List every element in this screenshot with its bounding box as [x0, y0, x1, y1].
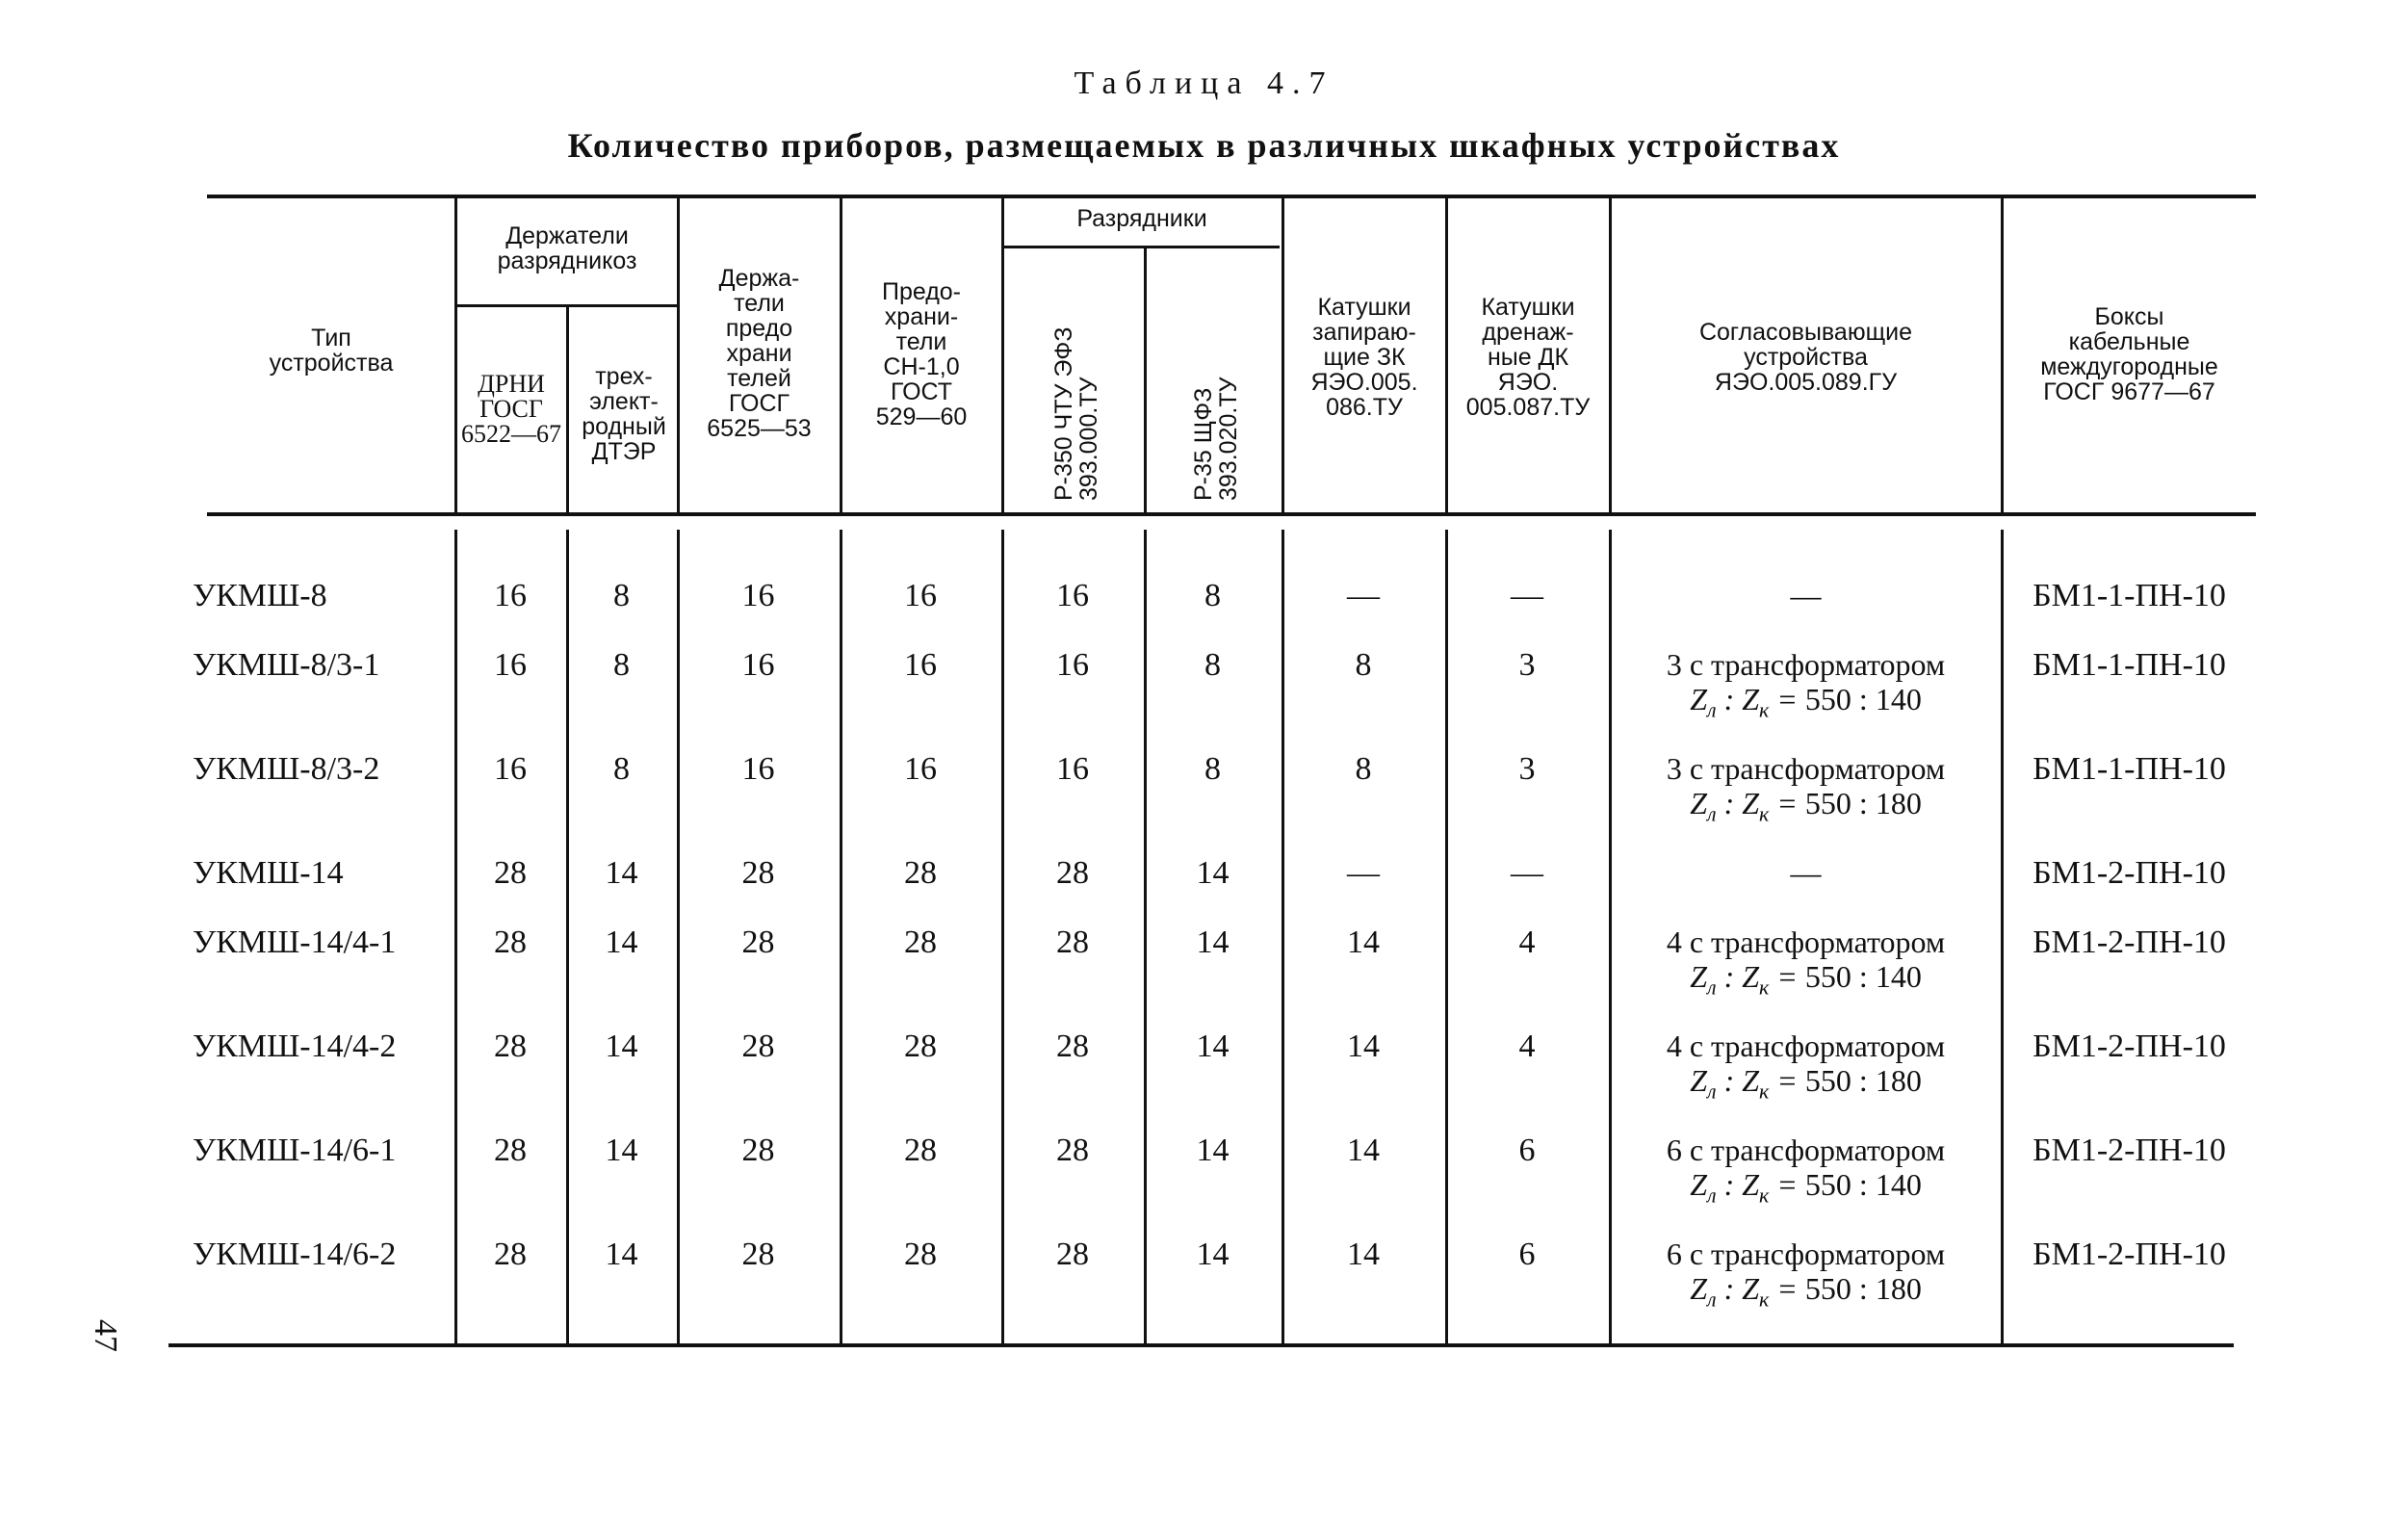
table-title: Количество приборов, размещаемых в различных шкафных устройствах — [567, 126, 1841, 165]
header-boxes: Боксы кабельные междугородные ГОСГ 9677—67 — [2040, 303, 2218, 405]
header-fuse-holders: Держа- тели предо храни телей ГОСГ 6525—53 — [707, 265, 812, 442]
matching-count-text: 3 с трансформатором — [1666, 751, 1946, 786]
cell-matching-device — [1611, 1237, 2001, 1316]
cell-drni: 28 — [494, 855, 527, 891]
cell-fuse-holders: 16 — [741, 647, 775, 683]
header-fuses: Предо- храни- тели СН-1,0 ГОСТ 529—60 — [875, 278, 968, 430]
cell-fuses: 16 — [904, 751, 937, 787]
cell-drni: 16 — [494, 751, 527, 787]
cell-three: 8 — [613, 647, 630, 683]
header-type: Тип устройства — [269, 325, 394, 377]
cell-three: 14 — [605, 924, 638, 960]
row-device-type: УКМШ-14/6-2 — [193, 1237, 397, 1272]
cell-zk: 14 — [1347, 1028, 1380, 1064]
cell-dk: — — [1511, 855, 1543, 891]
cell-fuse-holders: 28 — [741, 1237, 775, 1272]
header-holders-drni: ДРНИ ГОСГ 6522—67 — [461, 370, 561, 448]
cell-dk: 4 — [1518, 924, 1536, 960]
cell-r350: 16 — [1056, 751, 1089, 787]
cell-three: 14 — [605, 1028, 638, 1064]
header-arrester-r35: Р-35 ЩФЗ 393.020.ТУ — [1190, 377, 1242, 501]
cell-dk: 3 — [1518, 647, 1536, 683]
cell-cable-box: БМ1-2-ПН-10 — [2033, 1028, 2226, 1064]
cell-dk: — — [1511, 578, 1543, 613]
cell-fuses: 28 — [904, 1237, 937, 1272]
cell-drni: 28 — [494, 924, 527, 960]
cell-r35: 14 — [1196, 1028, 1230, 1064]
header-bottom-rule — [207, 512, 2256, 516]
cell-matching-device — [1611, 751, 2001, 831]
cell-r35: 14 — [1196, 1237, 1230, 1272]
cell-three: 8 — [613, 751, 630, 787]
cell-matching-device — [1611, 855, 2001, 890]
cell-fuse-holders: 28 — [741, 855, 775, 891]
cell-matching-device — [1611, 1132, 2001, 1212]
cell-matching-device — [1611, 578, 2001, 612]
matching-count-text: — — [1790, 855, 1822, 890]
matching-count-text: — — [1790, 578, 1822, 612]
cell-matching-device — [1611, 1028, 2001, 1108]
header-coils-dk: Катушки дренаж- ные ДК ЯЭО. 005.087.ТУ — [1465, 294, 1591, 421]
cell-r35: 8 — [1204, 578, 1221, 613]
cell-zk: 14 — [1347, 1237, 1380, 1272]
matching-ratio-formula: $Z_л$ : $Z_к = 550$ : 180 — [1690, 786, 1922, 826]
matching-ratio-formula: $Z_л$ : $Z_к = 550$ : 180 — [1690, 1063, 1922, 1104]
table-label: Таблица 4.7 — [1074, 65, 1334, 101]
cell-zk: 8 — [1355, 751, 1372, 787]
header-arrester-r350: Р-350 ЧТУ ЭФЗ 393.000.ТУ — [1050, 326, 1102, 501]
cell-three: 14 — [605, 855, 638, 891]
cell-fuses: 16 — [904, 578, 937, 613]
cell-cable-box: БМ1-1-ПН-10 — [2033, 751, 2226, 787]
column-divider — [1144, 247, 1147, 512]
cell-dk: 4 — [1518, 1028, 1536, 1064]
cell-drni: 16 — [494, 578, 527, 613]
cell-dk: 3 — [1518, 751, 1536, 787]
header-coils-zk: Катушки запираю- щие ЗК ЯЭО.005. 086.ТУ — [1310, 294, 1418, 421]
cell-zk: 14 — [1347, 1132, 1380, 1168]
page-number: 47 — [88, 1319, 123, 1352]
cell-r35: 8 — [1204, 751, 1221, 787]
cell-cable-box: БМ1-2-ПН-10 — [2033, 1132, 2226, 1168]
cell-drni: 16 — [494, 647, 527, 683]
matching-ratio-formula: $Z_л$ : $Z_к = 550$ : 140 — [1690, 959, 1922, 1000]
matching-ratio-formula: $Z_л$ : $Z_к = 550$ : 180 — [1690, 1271, 1922, 1312]
matching-count-text: 3 с трансформатором — [1666, 647, 1946, 682]
cell-zk: 14 — [1347, 924, 1380, 960]
row-device-type: УКМШ-8/3-1 — [193, 647, 380, 683]
cell-r350: 28 — [1056, 924, 1089, 960]
row-device-type: УКМШ-8 — [193, 578, 327, 613]
header-holders-three: трех- элект- родный ДТЭР — [582, 363, 666, 465]
cell-r35: 8 — [1204, 647, 1221, 683]
cell-cable-box: БМ1-1-ПН-10 — [2033, 647, 2226, 683]
cell-three: 8 — [613, 578, 630, 613]
cell-dk: 6 — [1518, 1132, 1536, 1168]
cell-drni: 28 — [494, 1132, 527, 1168]
header-matching: Согласовывающие устройства ЯЭО.005.089.ГУ — [1698, 319, 1913, 396]
cell-r350: 28 — [1056, 855, 1089, 891]
cell-fuses: 28 — [904, 855, 937, 891]
row-device-type: УКМШ-14/4-2 — [193, 1028, 397, 1064]
header-holders-group: Держатели разрядникоз — [497, 222, 637, 274]
cell-fuse-holders: 28 — [741, 1028, 775, 1064]
matching-ratio-formula: $Z_л$ : $Z_к = 550$ : 140 — [1690, 682, 1922, 722]
cell-cable-box: БМ1-2-ПН-10 — [2033, 924, 2226, 960]
cell-r350: 28 — [1056, 1028, 1089, 1064]
cell-dk: 6 — [1518, 1237, 1536, 1272]
cell-matching-device — [1611, 647, 2001, 727]
cell-fuse-holders: 16 — [741, 578, 775, 613]
cell-cable-box: БМ1-2-ПН-10 — [2033, 855, 2226, 891]
cell-drni: 28 — [494, 1028, 527, 1064]
matching-count-text: 4 с трансформатором — [1666, 1028, 1946, 1063]
cell-fuses: 28 — [904, 924, 937, 960]
cell-zk: — — [1347, 578, 1380, 613]
cell-fuses: 28 — [904, 1028, 937, 1064]
cell-three: 14 — [605, 1237, 638, 1272]
header-arresters-group: Разрядники — [1076, 205, 1207, 232]
cell-zk: 8 — [1355, 647, 1372, 683]
row-device-type: УКМШ-14 — [193, 855, 344, 891]
cell-r35: 14 — [1196, 924, 1230, 960]
cell-zk: — — [1347, 855, 1380, 891]
cell-matching-device — [1611, 924, 2001, 1004]
cell-fuses: 16 — [904, 647, 937, 683]
matching-count-text: 4 с трансформатором — [1666, 924, 1946, 959]
cell-r35: 14 — [1196, 1132, 1230, 1168]
cell-r350: 28 — [1056, 1237, 1089, 1272]
cell-r35: 14 — [1196, 855, 1230, 891]
cell-three: 14 — [605, 1132, 638, 1168]
cell-r350: 16 — [1056, 647, 1089, 683]
cell-fuse-holders: 28 — [741, 1132, 775, 1168]
matching-count-text: 6 с трансформатором — [1666, 1132, 1946, 1167]
matching-count-text: 6 с трансформатором — [1666, 1237, 1946, 1271]
row-device-type: УКМШ-14/4-1 — [193, 924, 397, 960]
cell-fuses: 28 — [904, 1132, 937, 1168]
cell-fuse-holders: 28 — [741, 924, 775, 960]
table-top-rule — [207, 195, 2256, 198]
table-bottom-rule — [168, 1343, 2234, 1347]
matching-ratio-formula: $Z_л$ : $Z_к = 550$ : 140 — [1690, 1167, 1922, 1208]
cell-fuse-holders: 16 — [741, 751, 775, 787]
row-device-type: УКМШ-8/3-2 — [193, 751, 380, 787]
cell-drni: 28 — [494, 1237, 527, 1272]
cell-r350: 16 — [1056, 578, 1089, 613]
cell-cable-box: БМ1-1-ПН-10 — [2033, 578, 2226, 613]
arresters-group-rule — [1004, 246, 1280, 248]
cell-cable-box: БМ1-2-ПН-10 — [2033, 1237, 2226, 1272]
row-device-type: УКМШ-14/6-1 — [193, 1132, 397, 1168]
cell-r350: 28 — [1056, 1132, 1089, 1168]
